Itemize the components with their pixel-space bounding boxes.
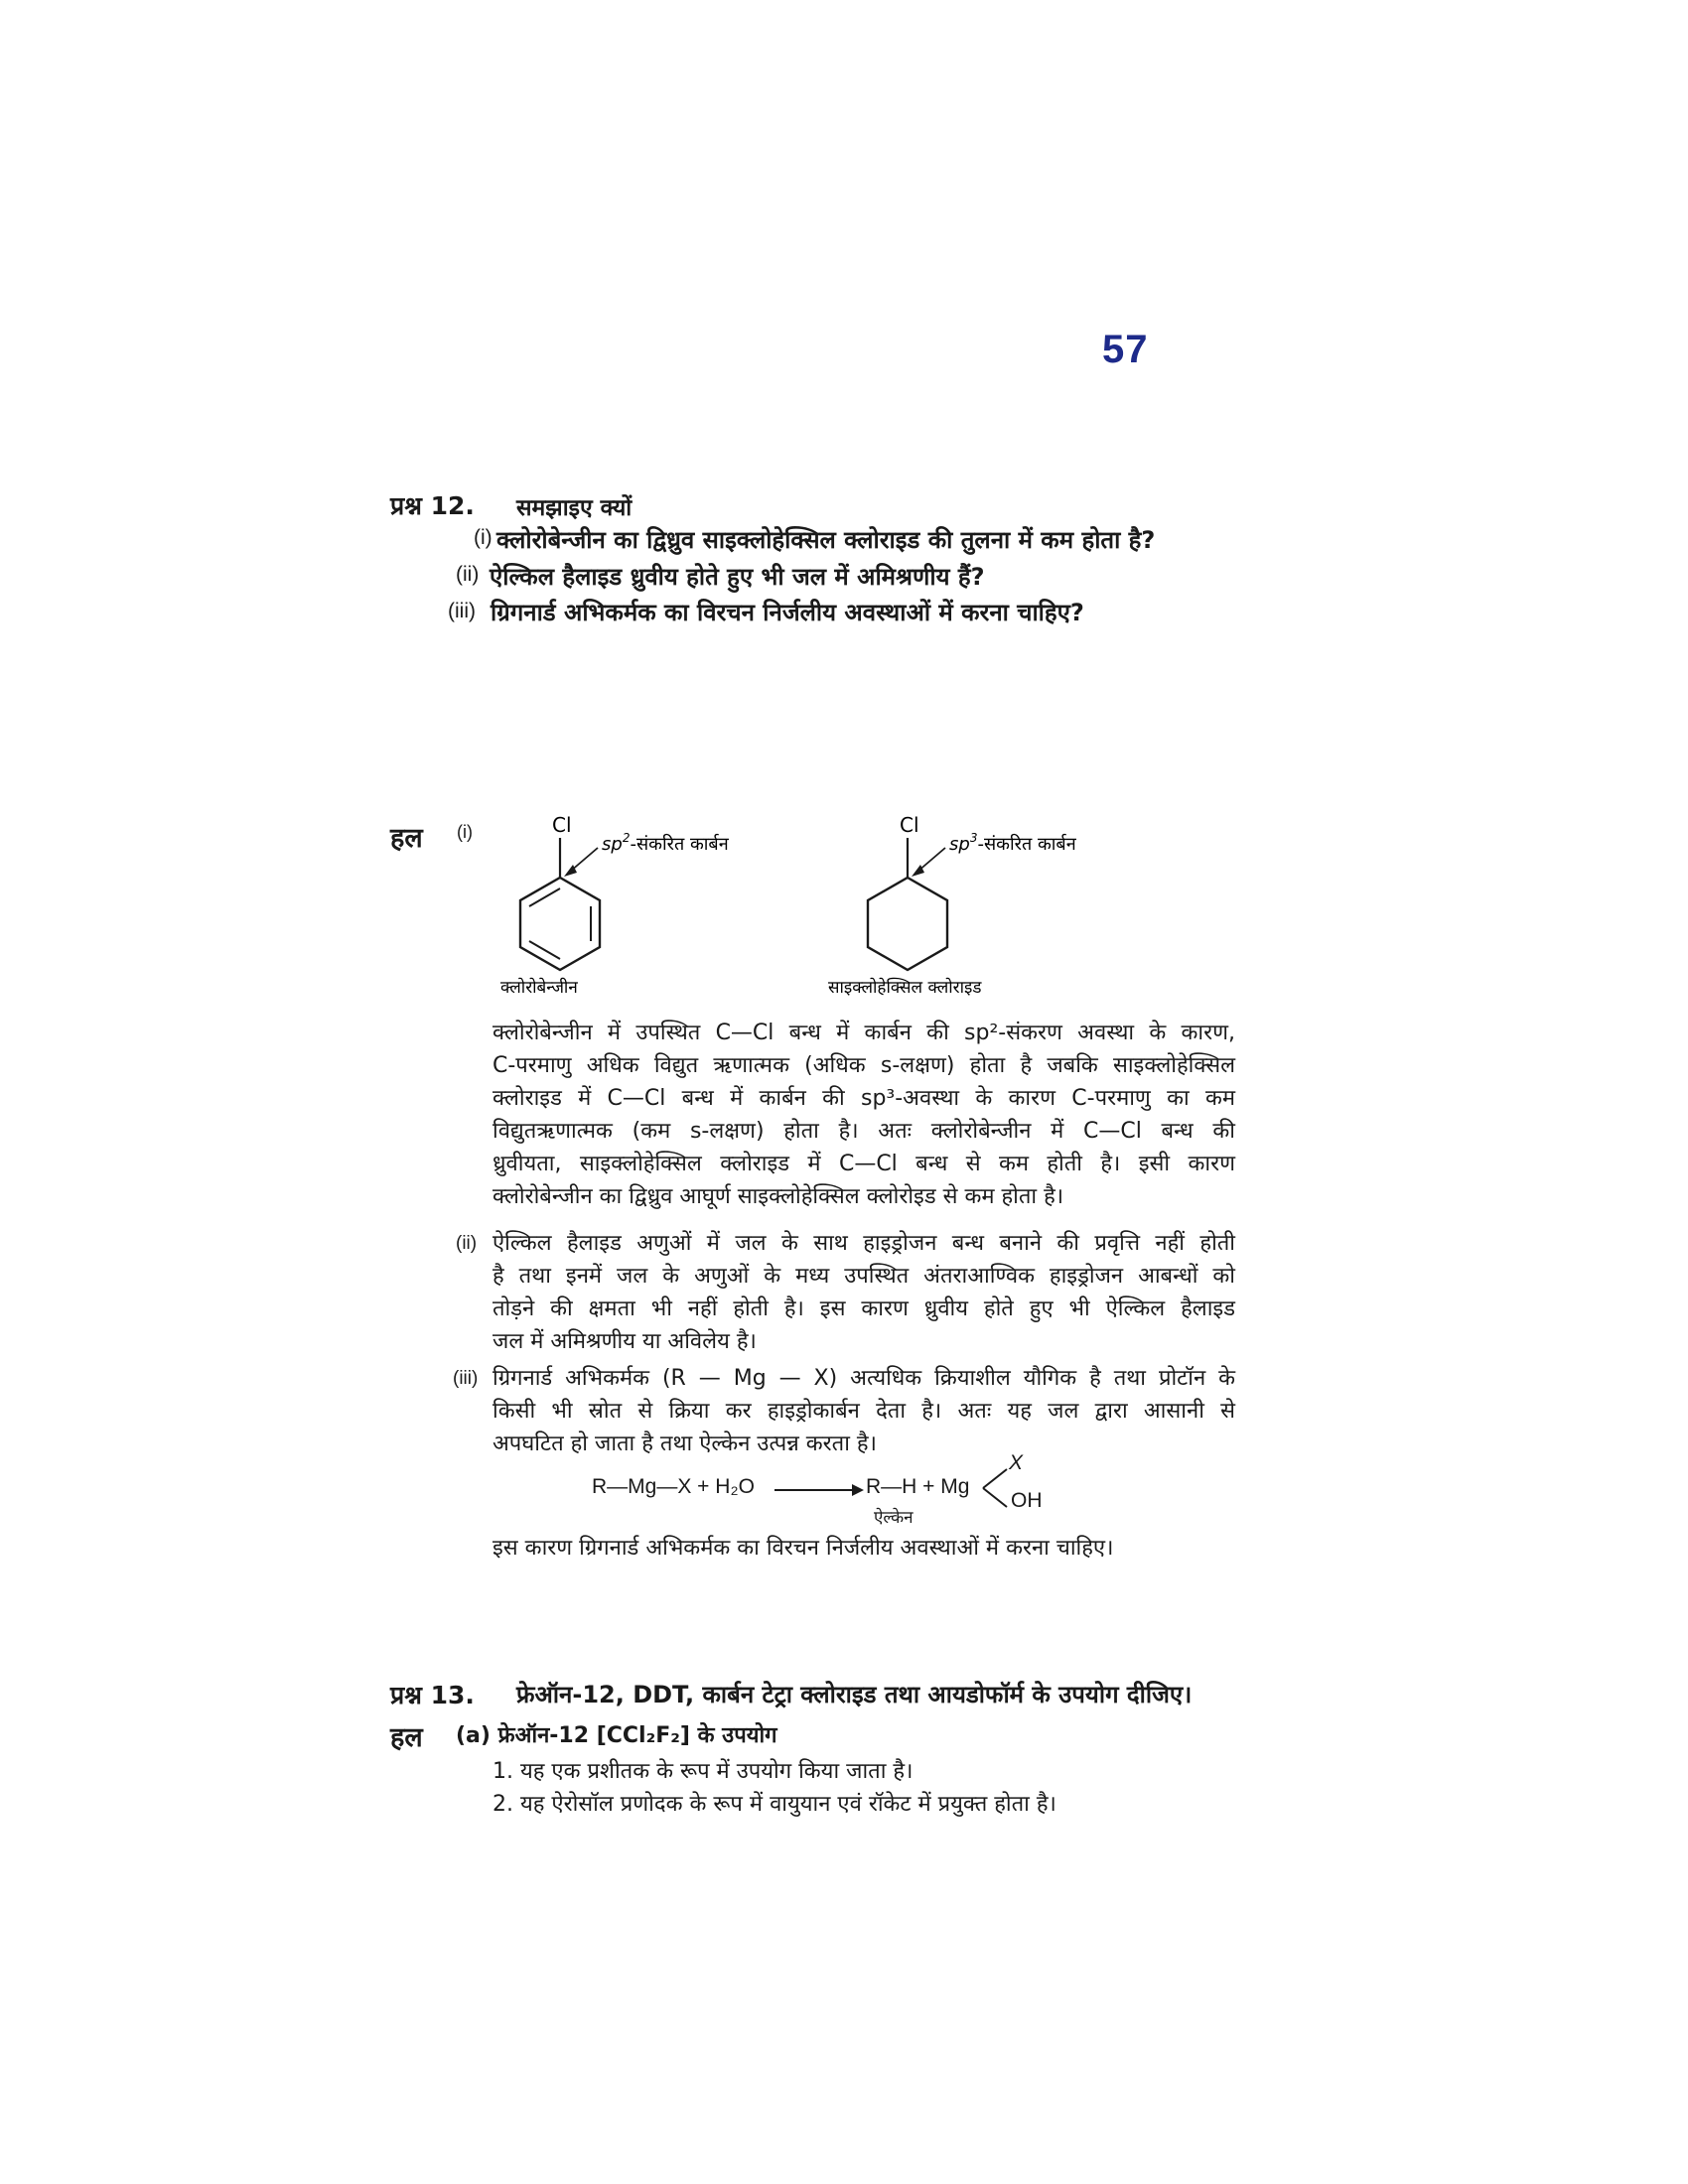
reaction-arrow xyxy=(773,1473,866,1507)
solution-12-part-1-num: (i) xyxy=(457,822,473,842)
para3-line: ग्रिगनार्ड अभिकर्मक (R — Mg — X) अत्यधिक क्रियाशील यौगिक है तथा प्रोटॉन के xyxy=(492,1366,1235,1391)
reaction-x-group: X xyxy=(1009,1451,1024,1474)
para1-line: ध्रुवीयता, साइक्लोहेक्सिल क्लोराइड में C—Cl बन्ध से कम होती है। इसी कारण xyxy=(492,1152,1235,1176)
solution-12-para-3 xyxy=(492,1362,1235,1460)
q12-part-2-num: (ii) xyxy=(456,563,480,586)
solution-12-label: हल xyxy=(390,823,423,854)
cyclohexane-ring xyxy=(868,878,947,970)
solution-12-part-3-num: (iii) xyxy=(453,1368,479,1389)
solution-12-part-2-num: (ii) xyxy=(456,1233,478,1254)
solution-13-subheading: (a) फ्रेऑन-12 [CCl₂F₂] के उपयोग xyxy=(456,1723,777,1748)
para2-line: जल में अमिश्रणीय या अविलेय है। xyxy=(492,1329,757,1354)
question-13-text: फ्रेऑन-12, DDT, कार्बन टेट्रा क्लोराइड तथा आयडोफॉर्म के उपयोग दीजिए। xyxy=(516,1681,1193,1708)
cyclohexyl-cl-atom: Cl xyxy=(900,813,919,837)
para1-line: क्लोरोबेन्जीन में उपस्थित C—Cl बन्ध में कार्बन की sp²-संकरण अवस्था के कारण, xyxy=(492,1021,1235,1045)
question-12-title: समझाइए क्यों xyxy=(516,495,633,521)
cyclohexyl-caption: साइक्लोहेक्सिल क्लोराइड xyxy=(828,978,982,998)
question-12-label: प्रश्न 12. xyxy=(390,491,475,520)
para1-line: क्लोराइड में C—Cl बन्ध में कार्बन की sp³-अवस्था के कारण C-परमाणु का कम xyxy=(492,1086,1235,1111)
solution-13-points xyxy=(492,1755,1056,1821)
solution-12-conclusion: इस कारण ग्रिगनार्ड अभिकर्मक का विरचन निर्जलीय अवस्थाओं में करना चाहिए। xyxy=(492,1536,1114,1561)
para1-line: विद्युतऋणात्मक (कम s-लक्षण) होता है। अतः क्लोरोबेन्जीन में C—Cl बन्ध की xyxy=(492,1119,1235,1144)
q12-part-3-text: ग्रिगनार्ड अभिकर्मक का विरचन निर्जलीय अवस्थाओं में करना चाहिए? xyxy=(491,599,1084,626)
question-13-label: प्रश्न 13. xyxy=(390,1681,475,1709)
solution-13-label: हल xyxy=(390,1722,423,1753)
benzene-ring xyxy=(520,878,600,970)
para3-line: किसी भी स्रोत से क्रिया कर हाइड्रोकार्बन देता है। अतः यह जल द्वारा आसानी से xyxy=(492,1399,1235,1424)
structures-figure xyxy=(477,804,1112,1003)
use-point: 1. यह एक प्रशीतक के रूप में उपयोग किया जाता है। xyxy=(492,1759,914,1784)
reaction-lhs: R—Mg—X + H₂O xyxy=(592,1475,755,1498)
page-number: 57 xyxy=(1102,328,1149,371)
reaction-oh-group: OH xyxy=(1011,1489,1043,1512)
para2-line: है तथा इनमें जल के अणुओं के मध्य उपस्थित अंतराआण्विक हाइड्रोजन आबन्धों को xyxy=(492,1264,1235,1289)
para3-line: अपघटित हो जाता है तथा ऐल्केन उत्पन्न करता है। xyxy=(492,1432,877,1456)
q12-part-3-num: (iii) xyxy=(448,600,476,622)
solution-12-para-2 xyxy=(492,1227,1235,1358)
para2-line: तोड़ने की क्षमता भी नहीं होती है। इस कारण ध्रुवीय होते हुए भी ऐल्किल हैलाइड xyxy=(492,1297,1235,1321)
para2-line: ऐल्किल हैलाइड अणुओं में जल के साथ हाइड्रोजन बन्ध बनाने की प्रवृत्ति नहीं होती xyxy=(492,1231,1235,1256)
right-hybrid-note: $sp^3-संकरित$ कार्बन xyxy=(949,831,1076,855)
para1-line: क्लोरोबेन्जीन का द्विध्रुव आघूर्ण साइक्लोहेक्सिल क्लोरोइड से कम होता है। xyxy=(492,1184,1064,1209)
q12-part-1-text: क्लोरोबेन्जीन का द्विध्रुव साइक्लोहेक्सिल क्लोराइड की तुलना में कम होता है? xyxy=(496,526,1156,554)
use-point: 2. यह ऐरोसॉल प्रणोदक के रूप में वायुयान एवं रॉकेट में प्रयुक्त होता है। xyxy=(492,1792,1056,1817)
reaction-product: R—H + Mg xyxy=(866,1475,970,1498)
alkane-label: ऐल्केन xyxy=(874,1508,914,1528)
solution-12-para-1 xyxy=(492,1017,1235,1213)
left-hybrid-note: $sp^2-संकरित$ कार्बन xyxy=(602,831,729,855)
para1-line: C-परमाणु अधिक विद्युत ऋणात्मक (अधिक s-लक्षण) होता है जबकि साइक्लोहेक्सिल xyxy=(492,1053,1235,1078)
q12-part-2-text: ऐल्किल हैलाइड ध्रुवीय होते हुए भी जल में अमिश्रणीय हैं? xyxy=(490,563,985,591)
q12-part-1-num: (i) xyxy=(474,526,492,549)
chlorobenzene-caption: क्लोरोबेन्जीन xyxy=(500,978,578,998)
chlorobenzene-cl-atom: Cl xyxy=(552,813,572,837)
